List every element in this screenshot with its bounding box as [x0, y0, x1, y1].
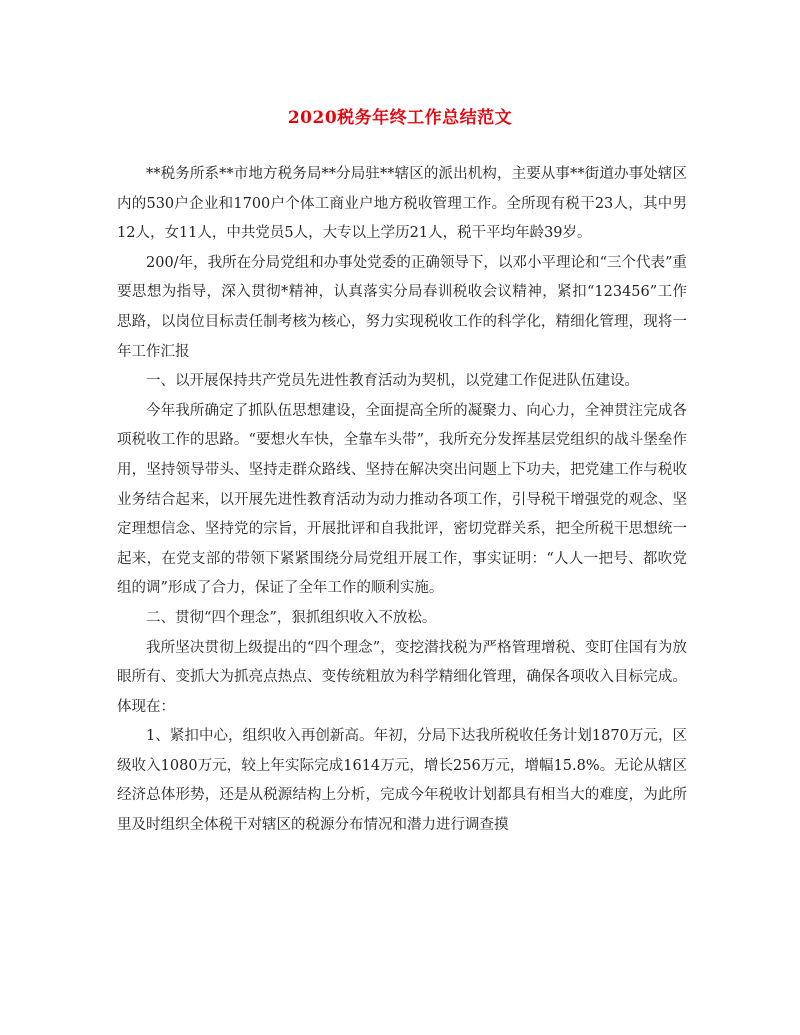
document-title: 2020税务年终工作总结范文: [287, 108, 513, 128]
paragraph-intro: **税务所系**市地方税务局**分局驻**辖区的派出机构，主要从事**街道办事处辖区内的530户企业和1700户个体工商业户地方税收管理工作。全所现有税干23人，其中男12人，女11人，中共党员5人，大专以上学历21人，税干平均年龄39岁。: [117, 166, 687, 242]
paragraph-overview: 200/年，我所在分局党组和办事处党委的正确领导下，以邓小平理论和“三个代表”重要思想为指导，深入贯彻*精神，认真落实分局春训税收会议精神，紧扣“123456”工作思路，以岗位目标责任制考核为核心，努力实现税收工作的科学化，精细化管理，现将一年工作汇报: [117, 254, 687, 360]
section-heading-1: 一、以开展保持共产党员先进性教育活动为契机，以党建工作促进队伍建设。: [146, 373, 639, 390]
section-heading-2: 二、贯彻“四个理念”，狠抓组织收入不放松。: [146, 609, 437, 626]
paragraph-team-building: 今年我所确定了抓队伍思想建设，全面提高全所的凝聚力、向心力，全神贯注完成各项税收工作的思路。“要想火车快，全靠车头带”，我所充分发挥基层党组织的战斗堡垒作用，坚持领导带头、坚持走群众路线、坚持在解决突出问题上下功夫，把党建工作与税收业务结合起来，以开展先进性教育活动为动力推动各项工作，引导税干增强党的观念、坚定理想信念、坚持党的宗旨，开展批评和自我批评，密切党群关系，把全所税干思想统一起来，在党支部的带领下紧紧围绕分局党组开展工作，事实证明：“人人一把号、都吹党组的调”形成了合力，保证了全年工作的顺利实施。: [117, 402, 687, 597]
paragraph-revenue: 1、紧扣中心，组织收入再创新高。年初，分局下达我所税收任务计划1870万元，区级收入1080万元，较上年实际完成1614万元，增长256万元，增幅15.8%。无论从辖区经济总体形势，还是从税源结构上分析，完成今年税收计划都具有相当大的难度，为此所里及时组织全体税干对辖区的税源分布情况和潜力进行调查摸: [117, 728, 687, 834]
document-body: [117, 160, 687, 841]
paragraph-four-concepts: 我所坚决贯彻上级提出的“四个理念”，变挖潜找税为严格管理增税、变盯住国有为放眼所有、变抓大为抓亮点热点、变传统粗放为科学精细化管理，确保各项收入目标完成。体现在：: [117, 639, 687, 715]
